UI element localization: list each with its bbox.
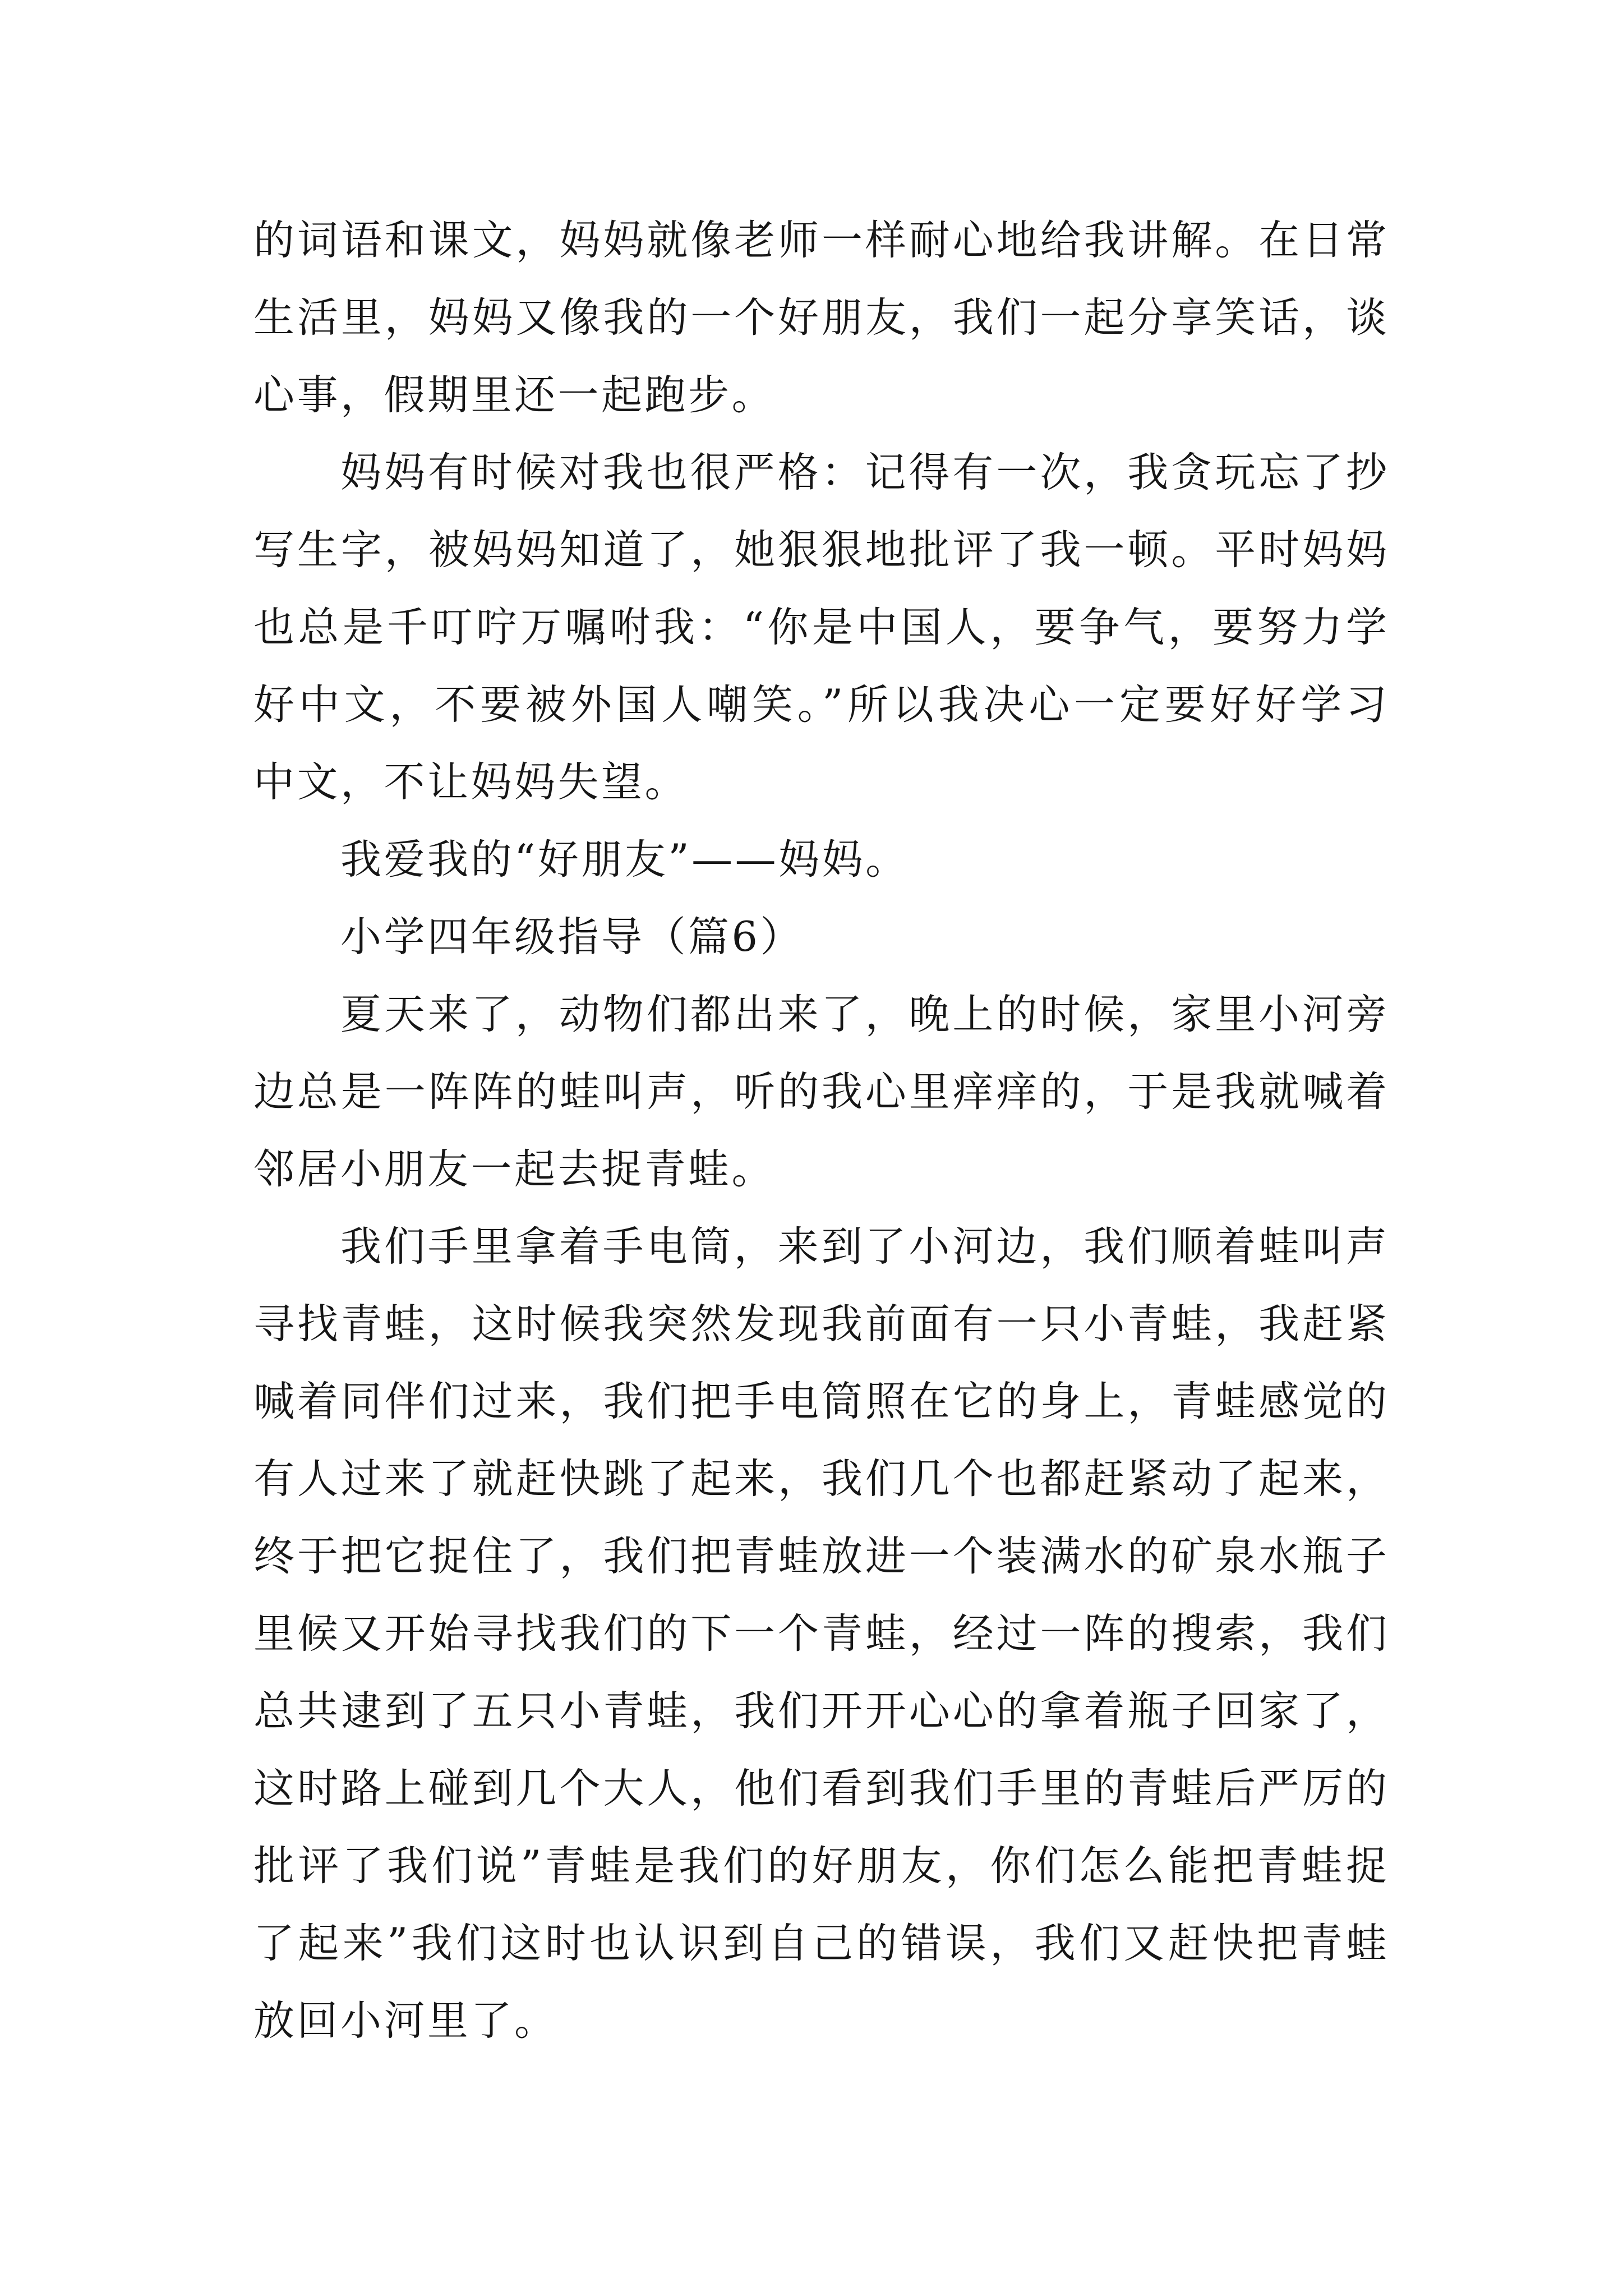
paragraph [253, 821, 1387, 899]
text-line: 终于把它捉住了，我们把青蛙放进一个装满水的矿泉水瓶子 [253, 1533, 1387, 1580]
text-line: 也总是千叮咛万嘱咐我：“你是中国人，要争气，要努力学 [253, 604, 1387, 651]
heading-line: 小学四年级指导（篇6） [340, 913, 804, 961]
text-line: 寻找青蛙，这时候我突然发现我前面有一只小青蛙，我赶紧 [253, 1300, 1387, 1348]
text-line: 写生字，被妈妈知道了，她狠狠地批评了我一顿。平时妈妈 [253, 526, 1387, 574]
text-line: 了起来”我们这时也认识到自己的错误，我们又赶快把青蛙 [253, 1920, 1387, 1967]
text-line: 心事，假期里还一起跑步。 [253, 371, 775, 419]
text-line: 我爱我的“好朋友”——妈妈。 [340, 836, 909, 884]
text-line: 的词语和课文，妈妈就像老师一样耐心地给我讲解。在日常 [253, 217, 1387, 264]
text-line: 放回小河里了。 [253, 1997, 558, 2045]
text-line: 好中文，不要被外国人嘲笑。”所以我决心一定要好好学习 [253, 681, 1387, 729]
text-line: 中文，不让妈妈失望。 [253, 758, 688, 806]
text-line: 我们手里拿着手电筒，来到了小河边，我们顺着蛙叫声 [340, 1223, 1387, 1271]
text-line: 总共逮到了五只小青蛙，我们开开心心的拿着瓶子回家了， [253, 1687, 1387, 1735]
text-line: 这时路上碰到几个大人，他们看到我们手里的青蛙后严厉的 [253, 1765, 1387, 1812]
text-line: 有人过来了就赶快跳了起来，我们几个也都赶紧动了起来， [253, 1455, 1387, 1503]
text-line: 批评了我们说”青蛙是我们的好朋友，你们怎么能把青蛙捉 [253, 1842, 1387, 1890]
text-line: 生活里，妈妈又像我的一个好朋友，我们一起分享笑话，谈 [253, 294, 1387, 342]
section-heading [253, 899, 1387, 976]
text-line: 夏天来了，动物们都出来了，晚上的时候，家里小河旁 [340, 991, 1387, 1038]
paragraph-continued [253, 202, 1387, 434]
paragraph [253, 1208, 1387, 2060]
text-line: 妈妈有时候对我也很严格：记得有一次，我贪玩忘了抄 [340, 449, 1387, 496]
text-line: 邻居小朋友一起去捉青蛙。 [253, 1145, 775, 1193]
body-text [253, 202, 1387, 2060]
text-line: 喊着同伴们过来，我们把手电筒照在它的身上，青蛙感觉的 [253, 1378, 1387, 1425]
paragraph [253, 434, 1387, 821]
text-line: 边总是一阵阵的蛙叫声，听的我心里痒痒的，于是我就喊着 [253, 1068, 1387, 1116]
text-line: 里候又开始寻找我们的下一个青蛙，经过一阵的搜索，我们 [253, 1610, 1387, 1658]
paragraph [253, 976, 1387, 1208]
